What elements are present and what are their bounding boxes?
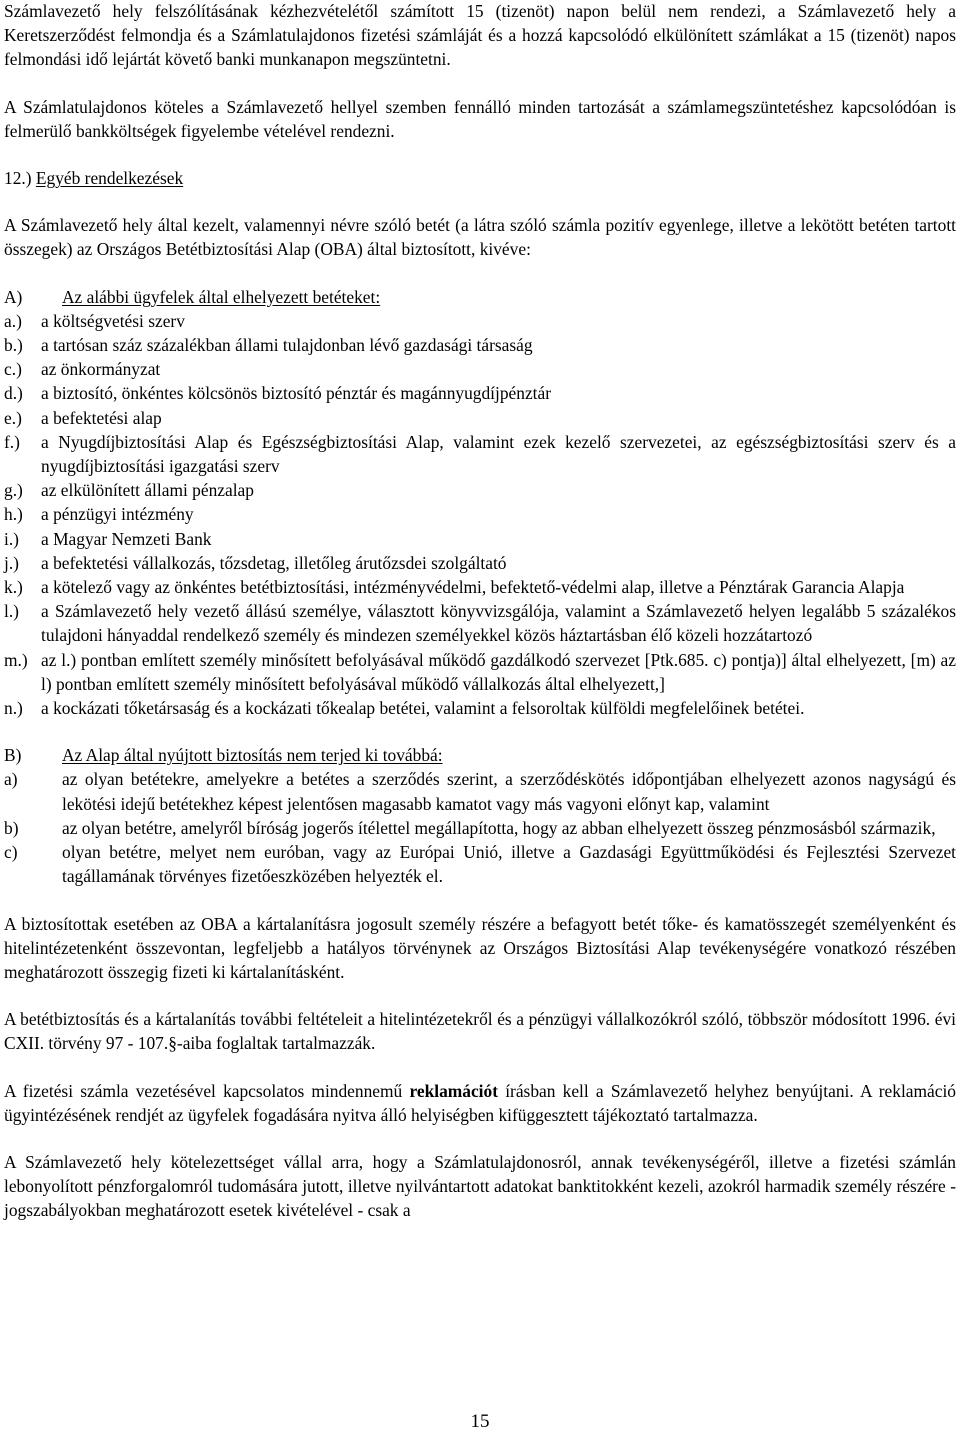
list-item-text: az olyan betétekre, amelyekre a betétes a szerződés szerint, a szerződéskötés időpontjában elhelyezett azonos nagyságú és lekötési idejű betétekhez képest jelentősen magasabb kamatot vagy más vagyoni előnyt kap, valamint	[62, 769, 956, 814]
list-item	[4, 696, 956, 720]
section-number: 12.)	[4, 168, 32, 189]
list-a-items	[4, 309, 956, 720]
list-item-label: c.)	[4, 359, 22, 380]
list-item-text: az l.) pontban említett személy minősített befolyásával működő gazdálkodó szervezet [Ptk.685. c) pontja)] által elhelyezett, [m) az l) pontban említett személy minősített befolyásával működő vállalkozás által elhelyezett,]	[41, 649, 956, 694]
list-item-text: a Magyar Nemzeti Bank	[41, 528, 212, 549]
list-item	[4, 840, 956, 888]
list-item-label: e.)	[4, 407, 22, 428]
document-page	[4, 0, 956, 1223]
list-item-label: m.)	[4, 649, 28, 670]
list-item-text: az olyan betétre, amelyről bíróság jogerős ítélettel megállapította, hogy az abban elhelyezett összeg pénzmosásból származik,	[62, 817, 936, 838]
list-item-text: a biztosító, önkéntes kölcsönös biztosító pénztár és magánnyugdíjpénztár	[41, 383, 552, 404]
list-item	[4, 478, 956, 502]
list-item	[4, 816, 956, 840]
list-item-text: a tartósan száz százalékban állami tulajdonban lévő gazdasági társaság	[41, 335, 533, 356]
list-item	[4, 309, 956, 333]
list-item-text: az önkormányzat	[41, 359, 161, 380]
list-item	[4, 502, 956, 526]
paragraph-compensation: A biztosítottak esetében az OBA a kártalanításra jogosult személy részére a befagyott betét tőke- és kamatösszegét személyenként és hitelintézetenként összevontan, legfeljebb a hatályos törvénynek az Országos Biztosítási Alap tevékenységére vonatkozó részében meghatározott összegig fizeti ki kártalanításként.	[4, 913, 956, 982]
list-a-heading-row	[4, 285, 956, 309]
list-item-label: i.)	[4, 528, 19, 549]
list-item	[4, 430, 956, 478]
complaint-keyword: reklamációt	[409, 1080, 498, 1101]
list-item-label: h.)	[4, 504, 23, 525]
list-a-label: A)	[4, 286, 23, 307]
list-item-text: a költségvetési szerv	[41, 310, 185, 331]
list-item-label: k.)	[4, 577, 23, 598]
list-item	[4, 767, 956, 815]
exclusion-list-a	[4, 285, 956, 721]
list-item-text: az elkülönített állami pénzalap	[41, 480, 254, 501]
list-item-label: l.)	[4, 601, 19, 622]
list-item	[4, 648, 956, 696]
list-item	[4, 551, 956, 575]
list-item	[4, 333, 956, 357]
section-title: Egyéb rendelkezések	[35, 168, 184, 189]
page-number: 15	[470, 1411, 490, 1432]
list-item-label: b)	[4, 817, 19, 838]
list-b-label: B)	[4, 745, 22, 766]
list-item	[4, 599, 956, 647]
list-item-text: a kötelező vagy az önkéntes betétbiztosítási, intézményvédelmi, befektető-védelmi alap, illetve a Pénztárak Garancia Alapja	[41, 577, 905, 598]
paragraph-complaint	[4, 1079, 956, 1127]
list-a-heading: Az alábbi ügyfelek által elhelyezett betéteket:	[62, 286, 381, 307]
list-b-heading-row	[4, 743, 956, 767]
complaint-text-before: A fizetési számla vezetésével kapcsolatos mindennemű	[4, 1080, 410, 1101]
list-item-label: a)	[4, 769, 18, 790]
list-item-label: g.)	[4, 480, 23, 501]
list-item-label: f.)	[4, 431, 20, 452]
list-item	[4, 381, 956, 405]
list-item	[4, 357, 956, 381]
list-item-label: c)	[4, 842, 18, 863]
list-item	[4, 527, 956, 551]
paragraph-law-reference: A betétbiztosítás és a kártalanítás további feltételeit a hitelintézetekről és a pénzügyi vállalkozókról szóló, többször módosított 1996. évi CXII. törvény 97 - 107.§-aiba foglaltak tartalmazzák.	[4, 1009, 956, 1054]
list-item-text: a Számlavezető hely vezető állású személye, választott könyvvizsgálója, valamint a Számlavezető helyen legalább 5 százalékos tulajdoni hányaddal rendelkező személy és mindezen személyekkel közös háztartásban élő közeli hozzátartozó	[41, 601, 956, 646]
list-item-text: a befektetési alap	[41, 407, 162, 428]
list-item-text: a kockázati tőketársaság és a kockázati tőkealap betétei, valamint a felsoroltak külföldi megfelelőinek betétei.	[41, 698, 805, 719]
list-item	[4, 406, 956, 430]
list-item	[4, 575, 956, 599]
paragraph-owner-obligation: A Számlatulajdonos köteles a Számlavezető hellyel szemben fennálló minden tartozását a számlamegszüntetéshez kapcsolódóan is felmerülő bankköltségek figyelembe vételével rendezni.	[4, 96, 956, 141]
list-item-label: b.)	[4, 335, 23, 356]
complaint-text-after: írásban kell a Számlavezető helyhez benyújtani. A reklamáció ügyintézésének rendjét az ügyfelek fogadására nyitva álló helyiségben kifüggesztett tájékoztató tartalmazza.	[4, 1080, 956, 1125]
exclusion-list-b	[4, 743, 956, 888]
list-b-heading: Az Alap által nyújtott biztosítás nem terjed ki továbbá:	[62, 745, 443, 766]
paragraph-bank-secrecy: A Számlavezető hely kötelezettséget vállal arra, hogy a Számlatulajdonosról, annak tevékenységéről, illetve a fizetési számlán lebonyolított pénzforgalomról tudomására jutott, illetve nyilvántartott adatokat banktitokként kezeli, azokról harmadik személy részére - jogszabályokban meghatározott esetek kivételével - csak a	[4, 1151, 956, 1221]
list-item-text: a Nyugdíjbiztosítási Alap és Egészségbiztosítási Alap, valamint ezek kezelő szervezetei, az egészségbiztosítási szerv és a nyugdíjbiztosítási igazgatási szerv	[41, 431, 956, 477]
section-heading	[4, 166, 956, 190]
list-item-label: a.)	[4, 310, 22, 331]
paragraph-account-termination: Számlavezető hely felszólításának kézhezvételétől számított 15 (tizenöt) napon belül nem rendezi, a Számlavezető hely a Keretszerződést felmondja és a Számlatulajdonos fizetési számláját és a hozzá kapcsolódó elkülönített számlákat a 15 (tizenöt) napos felmondási idő lejártát követő banki munkanapon megszüntetni.	[4, 1, 956, 70]
list-item-text: olyan betétre, melyet nem euróban, vagy az Európai Unió, illetve a Gazdasági Együttműködési és Fejlesztési Szervezet tagállamának törvényes fizetőeszközében helyezték el.	[62, 842, 956, 887]
list-b-items	[4, 767, 956, 888]
paragraph-deposit-coverage: A Számlavezető hely által kezelt, valamennyi névre szóló betét (a látra szóló számla pozitív egyenlege, illetve a lekötött betéten tartott összegek) az Országos Betétbiztosítási Alap (OBA) által biztosított, kivéve:	[4, 215, 956, 260]
list-item-label: d.)	[4, 383, 23, 404]
list-item-text: a befektetési vállalkozás, tőzsdetag, illetőleg árutőzsdei szolgáltató	[41, 552, 507, 573]
list-item-label: j.)	[4, 552, 19, 573]
list-item-label: n.)	[4, 698, 23, 719]
list-item-text: a pénzügyi intézmény	[41, 504, 194, 525]
